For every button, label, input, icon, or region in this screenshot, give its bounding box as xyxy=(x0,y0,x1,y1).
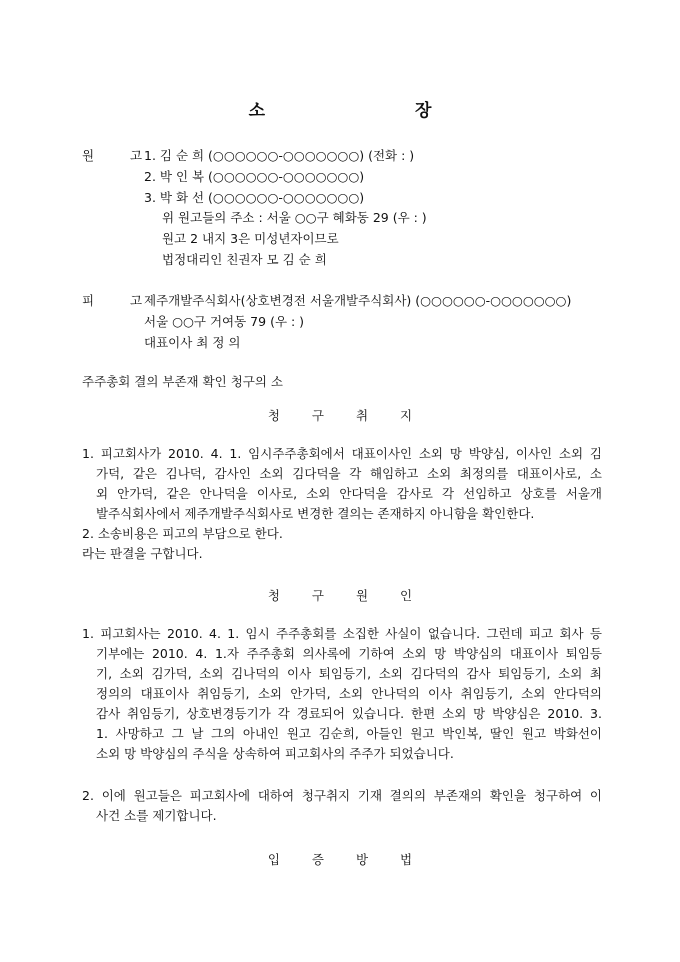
claim-cause-para-2 xyxy=(82,786,602,826)
claim-cause-heading: 청 구 원 인 xyxy=(267,588,427,603)
evidence-heading: 입 증 방 법 xyxy=(267,852,427,867)
claim-cause-line: 2. 이에 원고들은 피고회사에 대하여 청구취지 기재 결의의 부존재의 확인을 청구하여 이 xyxy=(82,788,602,803)
claim-purpose-line: 1. 피고회사가 2010. 4. 1. 임시주주총회에서 대표이사인 소외 망 박양심, 이사인 소외 김 xyxy=(82,446,602,461)
claim-purpose-line: 발주식회사에서 제주개발주식회사로 변경한 결의는 존재하지 아니함을 확인한다. xyxy=(96,506,535,521)
claim-cause-line: 소외 망 박양심의 주식을 상속하여 피고회사의 주주가 되었습니다. xyxy=(96,746,454,761)
claim-purpose-line: 가덕, 같은 김나덕, 감사인 소외 김다덕을 각 해임하고 소외 최정의를 대표이사로, 소 xyxy=(96,466,602,481)
plaintiff-line-2: 2. 박 인 복 (○○○○○○-○○○○○○○) xyxy=(144,169,365,184)
claim-cause-line: 1. 피고회사는 2010. 4. 1. 임시 주주총회를 소집한 사실이 없습니다. 그런데 피고 회사 등 xyxy=(82,626,602,641)
defendant-label: 피 고 xyxy=(82,293,159,308)
claim-purpose-body xyxy=(82,444,602,564)
defendant-address: 서울 ○○구 거여동 79 (우 : ) xyxy=(144,314,305,329)
claim-cause-line: 기부에는 2010. 4. 1.자 주주총회 의사록에 기하여 소외 망 박양심의 대표이사 퇴임등 xyxy=(96,646,602,661)
defendant-name: 제주개발주식회사(상호변경전 서울개발주식회사) (○○○○○○-○○○○○○○) xyxy=(144,293,572,308)
claim-purpose-heading: 청 구 취 지 xyxy=(267,408,427,423)
claim-purpose-line: 2. 소송비용은 피고의 부담으로 한다. xyxy=(82,526,283,541)
claim-cause-line: 기, 소외 김가덕, 소외 김나덕의 이사 퇴임등기, 소외 김다덕의 감사 퇴임등기, 소외 최 xyxy=(96,666,602,681)
claim-cause-line: 정의의 대표이사 취임등기, 소외 안가덕, 소외 안나덕의 이사 취임등기, 소외 안다덕의 xyxy=(96,686,602,701)
claim-cause-line: 1. 사망하고 그 날 그의 아내인 원고 김순희, 아들인 원고 박인복, 딸인 원고 박화선이 xyxy=(96,726,602,741)
plaintiff-label: 원 고 xyxy=(82,148,159,163)
plaintiff-minor-note: 원고 2 내지 3은 미성년자이므로 xyxy=(162,231,339,246)
case-name: 주주총회 결의 부존재 확인 청구의 소 xyxy=(82,374,283,389)
plaintiff-line-1: 1. 김 순 희 (○○○○○○-○○○○○○○) (전화 : ) xyxy=(144,148,415,163)
claim-purpose-line: 라는 판결을 구합니다. xyxy=(82,546,203,561)
claim-cause-line: 사건 소를 제기합니다. xyxy=(96,808,217,823)
claim-cause-para-1 xyxy=(82,624,602,764)
plaintiff-guardian: 법정대리인 친권자 모 김 순 희 xyxy=(162,252,327,267)
plaintiff-address: 위 원고들의 주소 : 서울 ○○구 혜화동 29 (우 : ) xyxy=(162,210,427,225)
document-title: 소 장 xyxy=(248,101,504,121)
plaintiff-line-3: 3. 박 화 선 (○○○○○○-○○○○○○○) xyxy=(144,190,365,205)
claim-cause-line: 감사 취임등기, 상호변경등기가 각 경료되어 있습니다. 한편 소외 망 박양심은 2010. 3. xyxy=(96,706,602,721)
claim-purpose-line: 외 안가덕, 같은 안나덕을 이사로, 소외 안다덕을 감사로 각 선임하고 상호를 서울개 xyxy=(96,486,602,501)
defendant-representative: 대표이사 최 정 의 xyxy=(144,335,241,350)
